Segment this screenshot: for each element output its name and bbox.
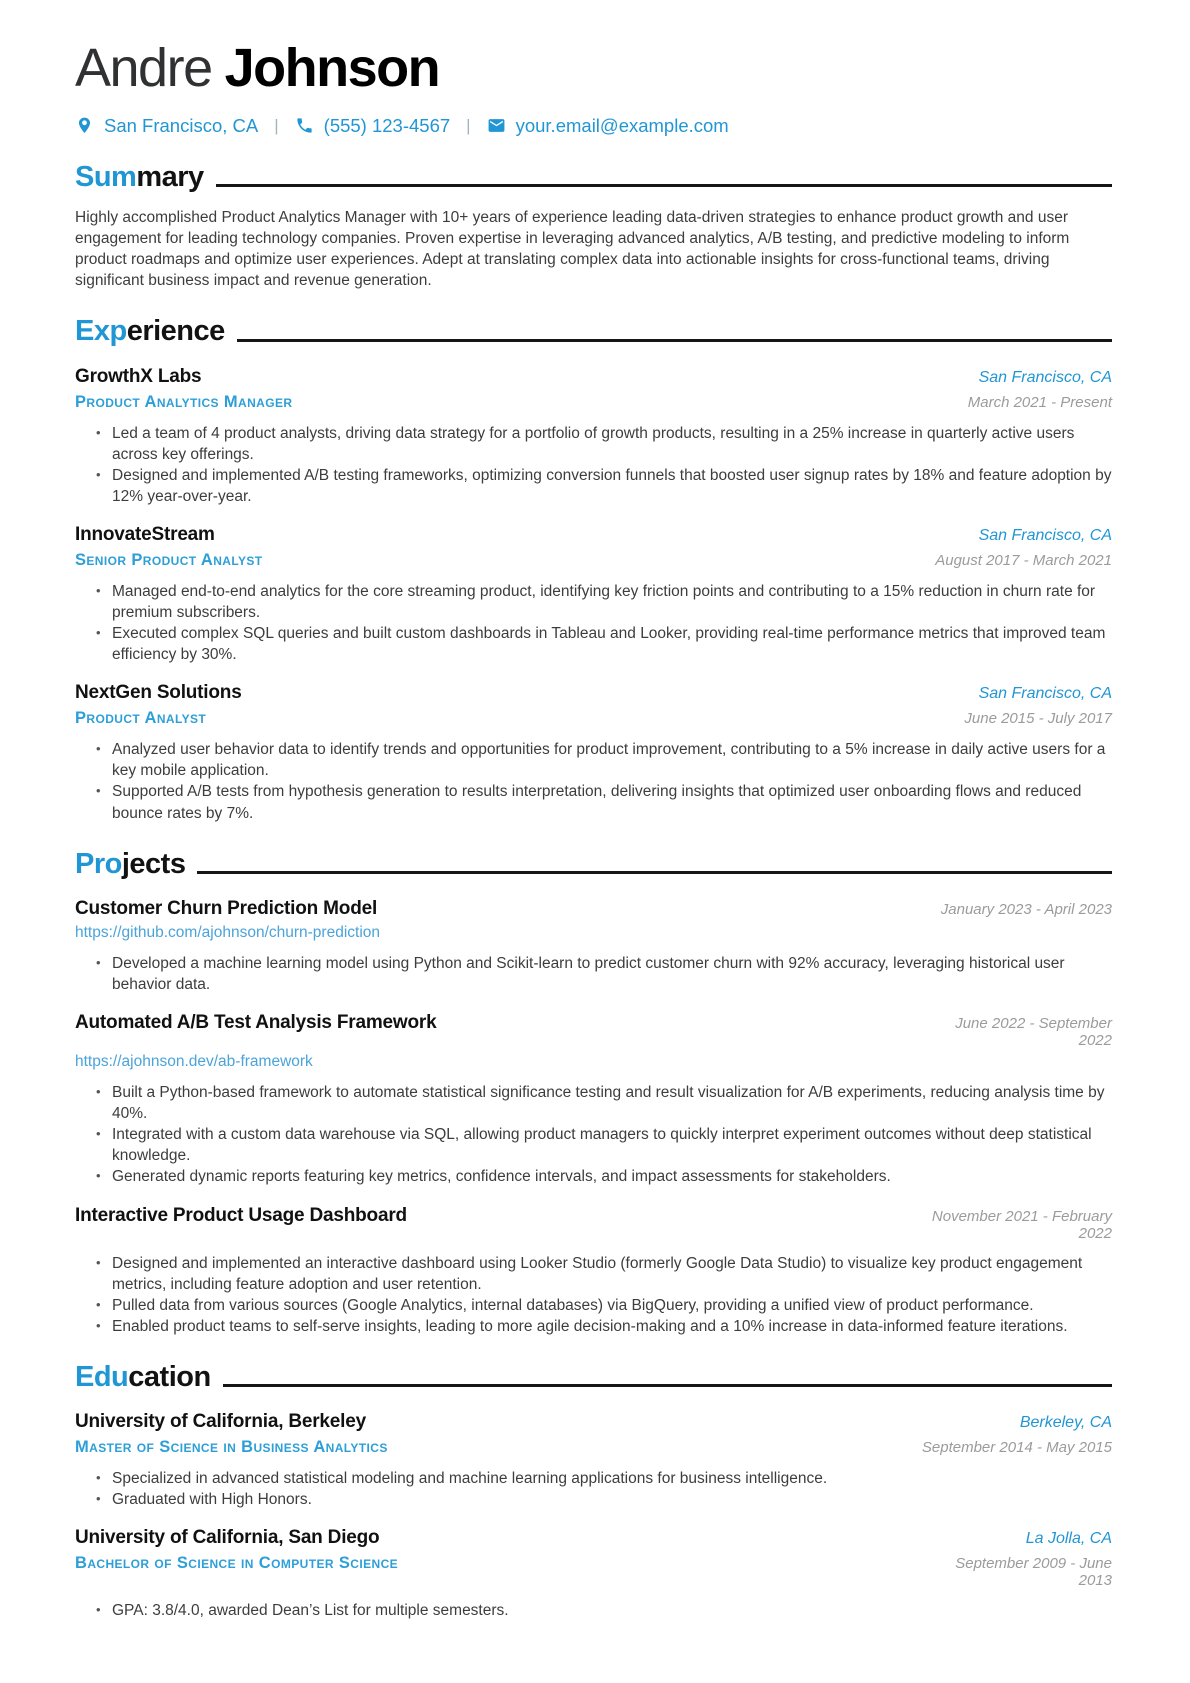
section-rule (237, 339, 1112, 342)
education-title-rest: cation (128, 1360, 211, 1393)
school-name: University of California, San Diego (75, 1527, 380, 1549)
summary-title-accent: Sum (75, 160, 137, 193)
education-item-header (75, 1411, 1112, 1433)
education-title (75, 1361, 1112, 1394)
bullet-item: • Graduated with High Honors. (112, 1489, 1112, 1510)
experience-item (75, 524, 1112, 665)
education-item-subheader (75, 1554, 1112, 1589)
experience-title-rest: erience (126, 315, 225, 348)
section-summary (75, 161, 1112, 292)
school-location: Berkeley, CA (1019, 1414, 1112, 1432)
education-dates: September 2014 - May 2015 (921, 1439, 1112, 1457)
last-name: Johnson (224, 38, 440, 98)
experience-item-header (75, 366, 1112, 388)
bullet-item: • Built a Python-based framework to automate statistical significance testing and result visualization for A/B experiments, reducing analysis time by 40%. (112, 1082, 1112, 1124)
school-location: La Jolla, CA (1025, 1530, 1112, 1548)
experience-title (75, 315, 1112, 348)
location-text: San Francisco, CA (104, 114, 259, 136)
project-bullets (75, 1082, 1112, 1187)
bullet-item: • Developed a machine learning model using Python and Scikit-learn to predict customer churn with 92% accuracy, leveraging historical user behavior data. (112, 953, 1112, 995)
bullet-item: • Enabled product teams to self-serve insights, leading to more agile decision-making and a 10% increase in data-informed feature iterations. (112, 1316, 1112, 1337)
experience-item-subheader (75, 709, 1112, 728)
experience-item-header (75, 524, 1112, 546)
project-item-header (75, 898, 1112, 920)
project-bullets (75, 1253, 1112, 1337)
project-url[interactable]: https://ajohnson.dev/ab-framework (75, 1053, 313, 1071)
job-location: San Francisco, CA (978, 527, 1112, 544)
project-url[interactable]: https://github.com/ajohnson/churn-prediction (75, 923, 381, 941)
contact-bar (75, 115, 1112, 137)
bullet-item: • Designed and implemented A/B testing frameworks, optimizing conversion funnels that boosted user signup rates by 18% and feature adoption by 12% year-over-year. (112, 465, 1112, 507)
job-bullets (75, 423, 1112, 507)
job-dates: March 2021 - Present (967, 393, 1112, 411)
school-name: University of California, Berkeley (75, 1411, 366, 1433)
education-title-accent: Edu (75, 1360, 129, 1393)
bullet-item: • Supported A/B tests from hypothesis generation to results interpretation, delivering insights that optimized user onboarding flows and reduced bounce rates by 7%. (112, 781, 1112, 823)
education-item-header (75, 1527, 1112, 1549)
phone-icon (295, 116, 314, 135)
project-name: Automated A/B Test Analysis Framework (75, 1012, 437, 1034)
job-title: Senior Product Analyst (75, 551, 263, 569)
project-bullets (75, 953, 1112, 995)
project-item-header (75, 1012, 1112, 1049)
bullet-item: • Generated dynamic reports featuring key metrics, confidence intervals, and impact assessments for stakeholders. (112, 1166, 1112, 1187)
experience-item (75, 366, 1112, 507)
bullet-item: • Managed end-to-end analytics for the core streaming product, identifying key friction points and contributing to a 15% reduction in churn rate for premium subscribers. (112, 581, 1112, 623)
experience-item-header (75, 682, 1112, 704)
project-dates: January 2023 - April 2023 (940, 900, 1112, 918)
job-bullets (75, 739, 1112, 823)
project-item (75, 898, 1112, 995)
section-experience (75, 315, 1112, 823)
job-location: San Francisco, CA (978, 685, 1112, 703)
email-link[interactable]: your.email@example.com (515, 114, 729, 136)
summary-title (75, 161, 1112, 194)
education-bullets (75, 1600, 1112, 1621)
experience-item-subheader (75, 551, 1112, 570)
experience-item (75, 682, 1112, 823)
section-rule (223, 1384, 1112, 1387)
job-title: Product Analyst (75, 709, 207, 728)
project-name: Interactive Product Usage Dashboard (75, 1204, 407, 1226)
section-education (75, 1361, 1112, 1622)
phone-text: (555) 123-4567 (323, 114, 451, 136)
job-dates: August 2017 - March 2021 (935, 552, 1112, 569)
company-name: InnovateStream (75, 524, 215, 545)
contact-separator: | (274, 115, 279, 135)
degree-name: Bachelor of Science in Computer Science (75, 1554, 399, 1573)
bullet-item: • Designed and implemented an interactive dashboard using Looker Studio (formerly Google Data Studio) to visualize key product engagement metrics, including feature adoption and user retention. (112, 1253, 1112, 1295)
education-item (75, 1527, 1112, 1621)
contact-separator: | (466, 115, 471, 135)
bullet-item: • Pulled data from various sources (Google Analytics, internal databases) via BigQuery, providing a unified view of product performance. (112, 1295, 1112, 1316)
projects-title-rest: jects (121, 847, 186, 880)
job-bullets (75, 581, 1112, 665)
envelope-icon (487, 116, 506, 135)
resume-header (75, 40, 1112, 137)
project-dates: June 2022 - September 2022 (955, 1015, 1112, 1050)
bullet-item: • Led a team of 4 product analysts, driving data strategy for a portfolio of growth products, resulting in a 25% increase in quarterly active users across key offerings. (112, 423, 1112, 465)
degree-name: Master of Science in Business Analytics (75, 1438, 388, 1457)
bullet-item: • Specialized in advanced statistical modeling and machine learning applications for business intelligence. (112, 1468, 1112, 1489)
company-name: GrowthX Labs (75, 365, 202, 387)
summary-paragraph: Highly accomplished Product Analytics Manager with 10+ years of experience leading data-driven strategies to enhance product growth and user engagement for leading technology companies. Proven expertise in leveraging advanced analytics, A/B testing, and predictive modeling to inform product roadmaps and optimize user experiences. Adept at translating complex data into actionable insights for cross-functional teams, driving significant business impact and revenue generation. (75, 209, 1070, 290)
bullet-item: • Integrated with a custom data warehouse via SQL, allowing product managers to quickly interpret experiment outcomes without deep statistical knowledge. (112, 1124, 1112, 1166)
job-title: Product Analytics Manager (75, 392, 293, 411)
education-dates: September 2009 - June 2013 (955, 1555, 1112, 1590)
section-rule (197, 871, 1112, 874)
bullet-item: • GPA: 3.8/4.0, awarded Dean’s List for multiple semesters. (112, 1600, 1112, 1621)
project-item (75, 1205, 1112, 1337)
job-location: San Francisco, CA (978, 368, 1112, 386)
job-dates: June 2015 - July 2017 (964, 710, 1112, 728)
experience-item-subheader (75, 393, 1112, 412)
full-name (75, 40, 1112, 97)
company-name: NextGen Solutions (75, 682, 242, 704)
education-bullets (75, 1468, 1112, 1510)
education-item (75, 1411, 1112, 1510)
project-item-header (75, 1205, 1112, 1242)
summary-title-rest: mary (136, 160, 204, 193)
bullet-item: • Analyzed user behavior data to identify trends and opportunities for product improvement, contributing to a 5% increase in daily active users for a key mobile application. (112, 739, 1112, 781)
experience-title-accent: Exp (75, 315, 127, 348)
first-name: Andre (75, 38, 212, 98)
section-projects (75, 848, 1112, 1337)
projects-title-accent: Pro (75, 847, 122, 880)
education-item-subheader (75, 1438, 1112, 1457)
project-name: Customer Churn Prediction Model (75, 897, 378, 919)
project-item (75, 1012, 1112, 1187)
location-pin-icon (75, 116, 94, 135)
bullet-item: • Executed complex SQL queries and built custom dashboards in Tableau and Looker, providing real-time performance metrics that improved team efficiency by 30%. (112, 623, 1112, 665)
projects-title (75, 848, 1112, 881)
section-rule (216, 184, 1112, 187)
project-dates: November 2021 - February 2022 (931, 1207, 1112, 1242)
